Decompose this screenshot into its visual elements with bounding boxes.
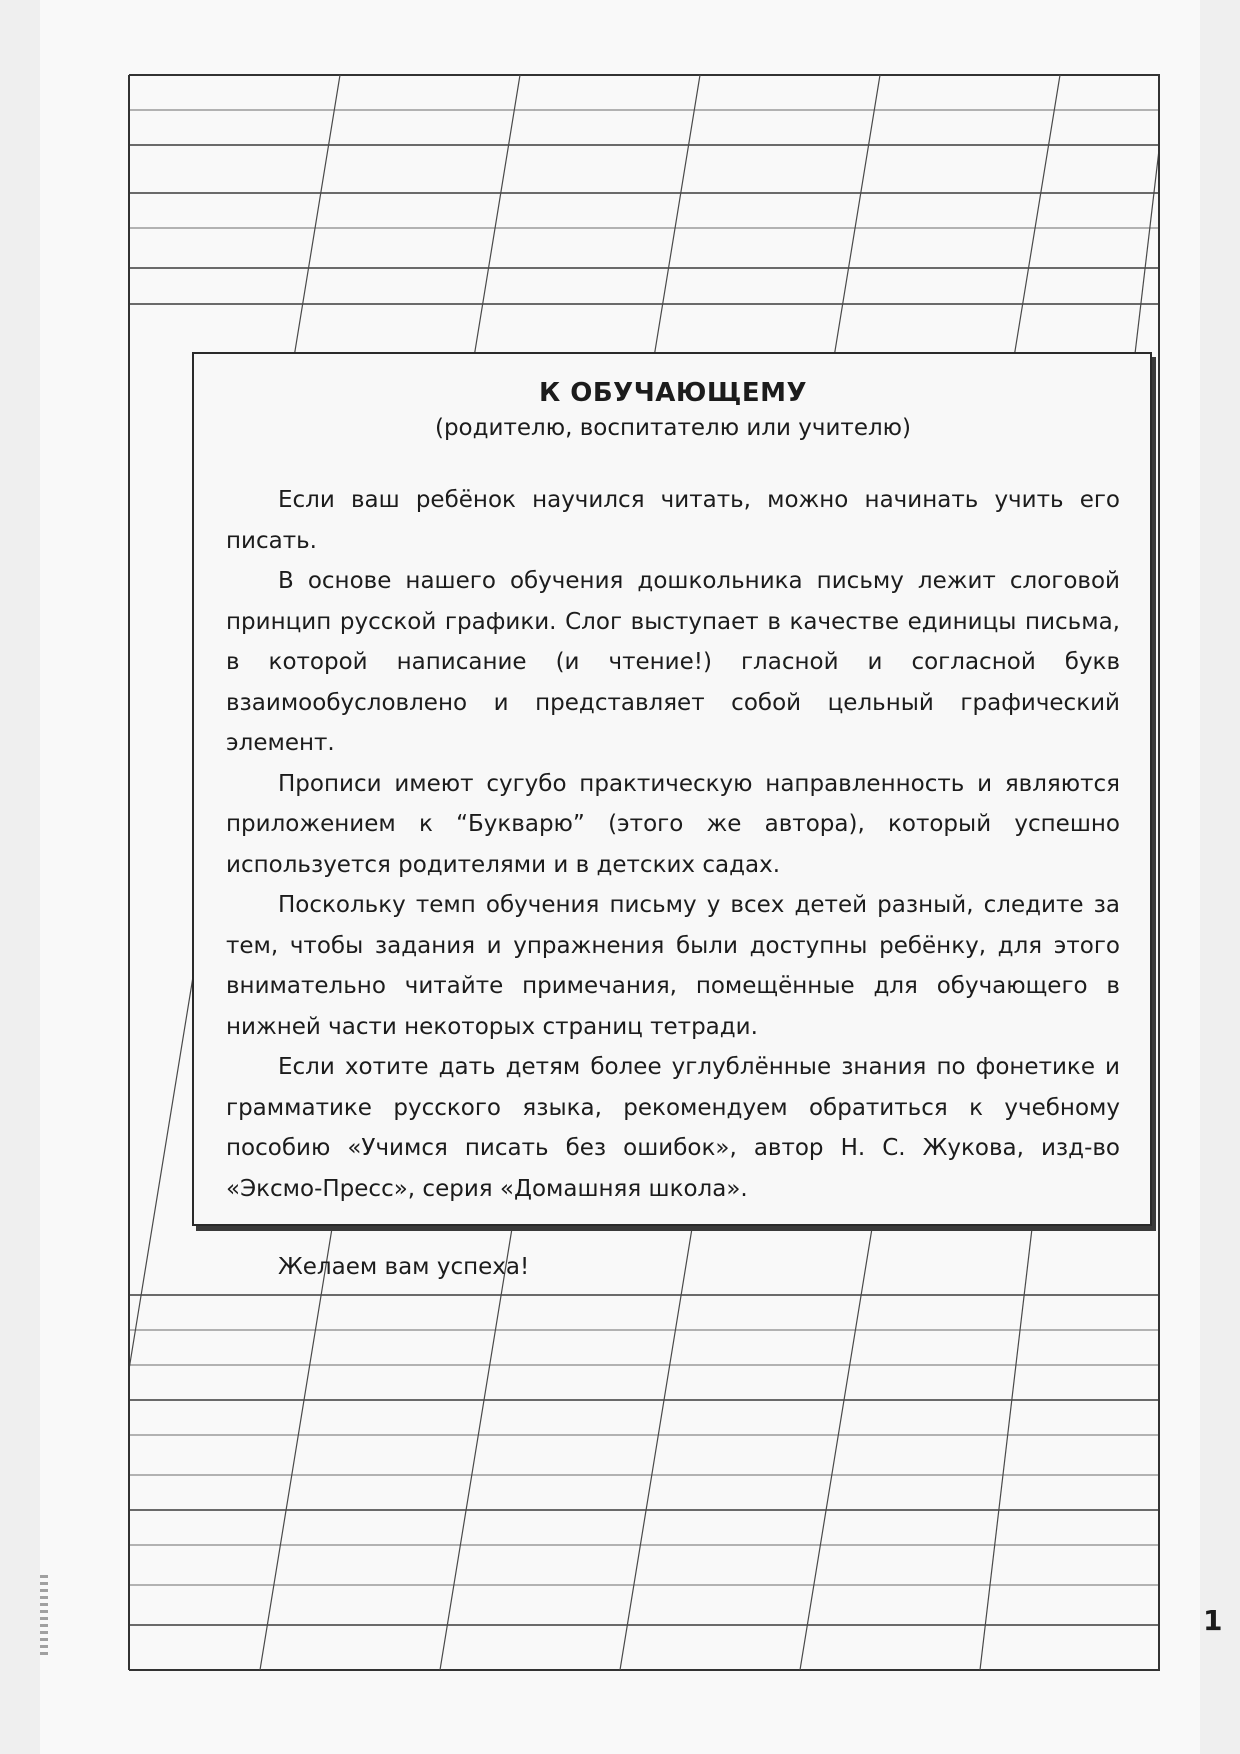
notice-closing: Желаем вам успеха! (278, 1254, 530, 1280)
notice-paragraph: В основе нашего обучения дошкольника письму лежит слоговой принцип русской графики. Слог выступает в качестве единицы письма, в которой написание (и чтение!) гласной и согласной букв взаимообусловлено и представляет собой цельный графический элемент. (226, 568, 1120, 756)
notice-title: К ОБУЧАЮЩЕМУ (538, 378, 808, 408)
notice-paragraph: Поскольку темп обучения письму у всех детей разный, следите за тем, чтобы задания и упражнения были доступны ребёнку, для этого внимательно читайте примечания, помещённые для обучающего в нижней части некоторых страниц тетради. (226, 892, 1120, 1040)
notice-paragraph: Прописи имеют сугубо практическую направленность и являются приложением к “Букварю” (этого же автора), который успешно используется родителями и в детских садах. (226, 770, 1120, 878)
workbook-page (40, 0, 1223, 1754)
binding-margin-mark (40, 1575, 48, 1659)
notice-paragraph: Если ваш ребёнок научился читать, можно начинать учить его писать. (226, 487, 1120, 554)
note-to-educator-box (192, 352, 1152, 1280)
notice-subtitle: (родителю, воспитателю или учителю) (434, 415, 912, 441)
page-number: 1 (1203, 1604, 1223, 1637)
notice-paragraph: Если хотите дать детям более углублённые знания по фонетике и грамматике русского языка, рекомендуем обратиться к учебному пособию «Учимся писать без ошибок», автор Н. С. Жукова, изд-во «Эксмо-Пресс», серия «Домашняя школа». (226, 1054, 1120, 1202)
notice-body (226, 480, 1120, 1288)
